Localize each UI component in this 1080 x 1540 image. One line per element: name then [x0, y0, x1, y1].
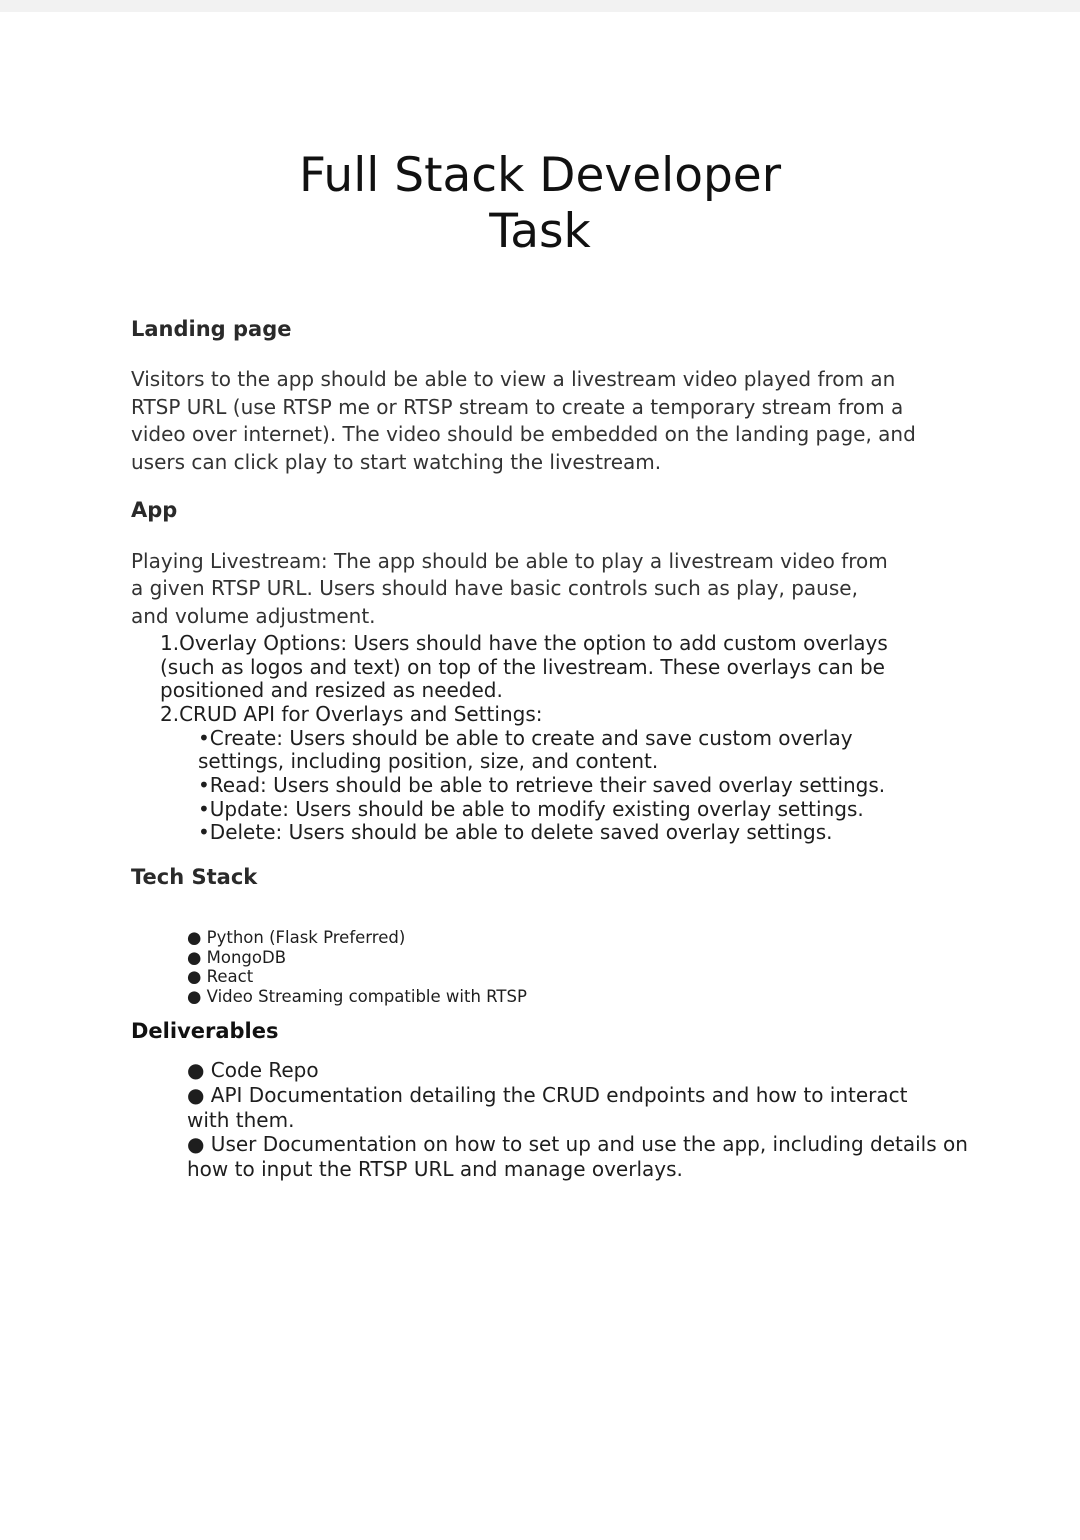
deliverable-item: ● API Documentation detailing the CRUD endpoints and how to interact with them.: [187, 1083, 908, 1132]
crud-create-line: •Create: Users should be able to create and save custom overlay: [198, 726, 853, 750]
tech-stack-item: ● React: [187, 967, 254, 986]
tech-stack-item: ● Video Streaming compatible with RTSP: [187, 987, 527, 1006]
document-page: [0, 12, 1080, 1540]
tech-stack-heading: Tech Stack: [131, 865, 258, 889]
crud-api-heading: 2.CRUD API for Overlays and Settings:: [160, 702, 543, 726]
overlay-options-line: 1.Overlay Options: Users should have the option to add custom overlays: [160, 631, 888, 655]
crud-read-line: •Read: Users should be able to retrieve their saved overlay settings.: [198, 773, 886, 797]
page-title: [0, 148, 1080, 260]
deliverable-item: ● User Documentation on how to set up and use the app, including details on how to input the RTSP URL and manage overlays.: [187, 1132, 968, 1181]
tech-stack-item: ● MongoDB: [187, 948, 287, 967]
overlay-options-line: positioned and resized as needed.: [160, 678, 503, 702]
overlay-options-line: (such as logos and text) on top of the livestream. These overlays can be: [160, 655, 885, 679]
app-intro-line: a given RTSP URL. Users should have basic controls such as play, pause,: [131, 576, 858, 600]
landing-page-body: Visitors to the app should be able to view a livestream video played from an RTSP URL (use RTSP me or RTSP stream to create a temporary stream from a video over internet). The video should be embedded on the landing page, and users can click play to start watching the livestream.: [131, 367, 916, 474]
tech-stack-item: ● Python (Flask Preferred): [187, 928, 406, 947]
page-title-line-2: Task: [489, 204, 591, 259]
app-intro-line: and volume adjustment.: [131, 604, 376, 628]
crud-update-line: •Update: Users should be able to modify existing overlay settings.: [198, 797, 864, 821]
crud-delete-line: •Delete: Users should be able to delete saved overlay settings.: [198, 820, 833, 844]
page-title-line-1: Full Stack Developer: [298, 148, 782, 203]
landing-page-heading: Landing page: [131, 317, 292, 341]
deliverables-heading: Deliverables: [131, 1019, 279, 1043]
deliverable-item: ● Code Repo: [187, 1058, 319, 1082]
app-intro-line: Playing Livestream: The app should be able to play a livestream video from: [131, 549, 888, 573]
app-heading: App: [131, 498, 178, 522]
crud-create-line: settings, including position, size, and content.: [198, 749, 659, 773]
